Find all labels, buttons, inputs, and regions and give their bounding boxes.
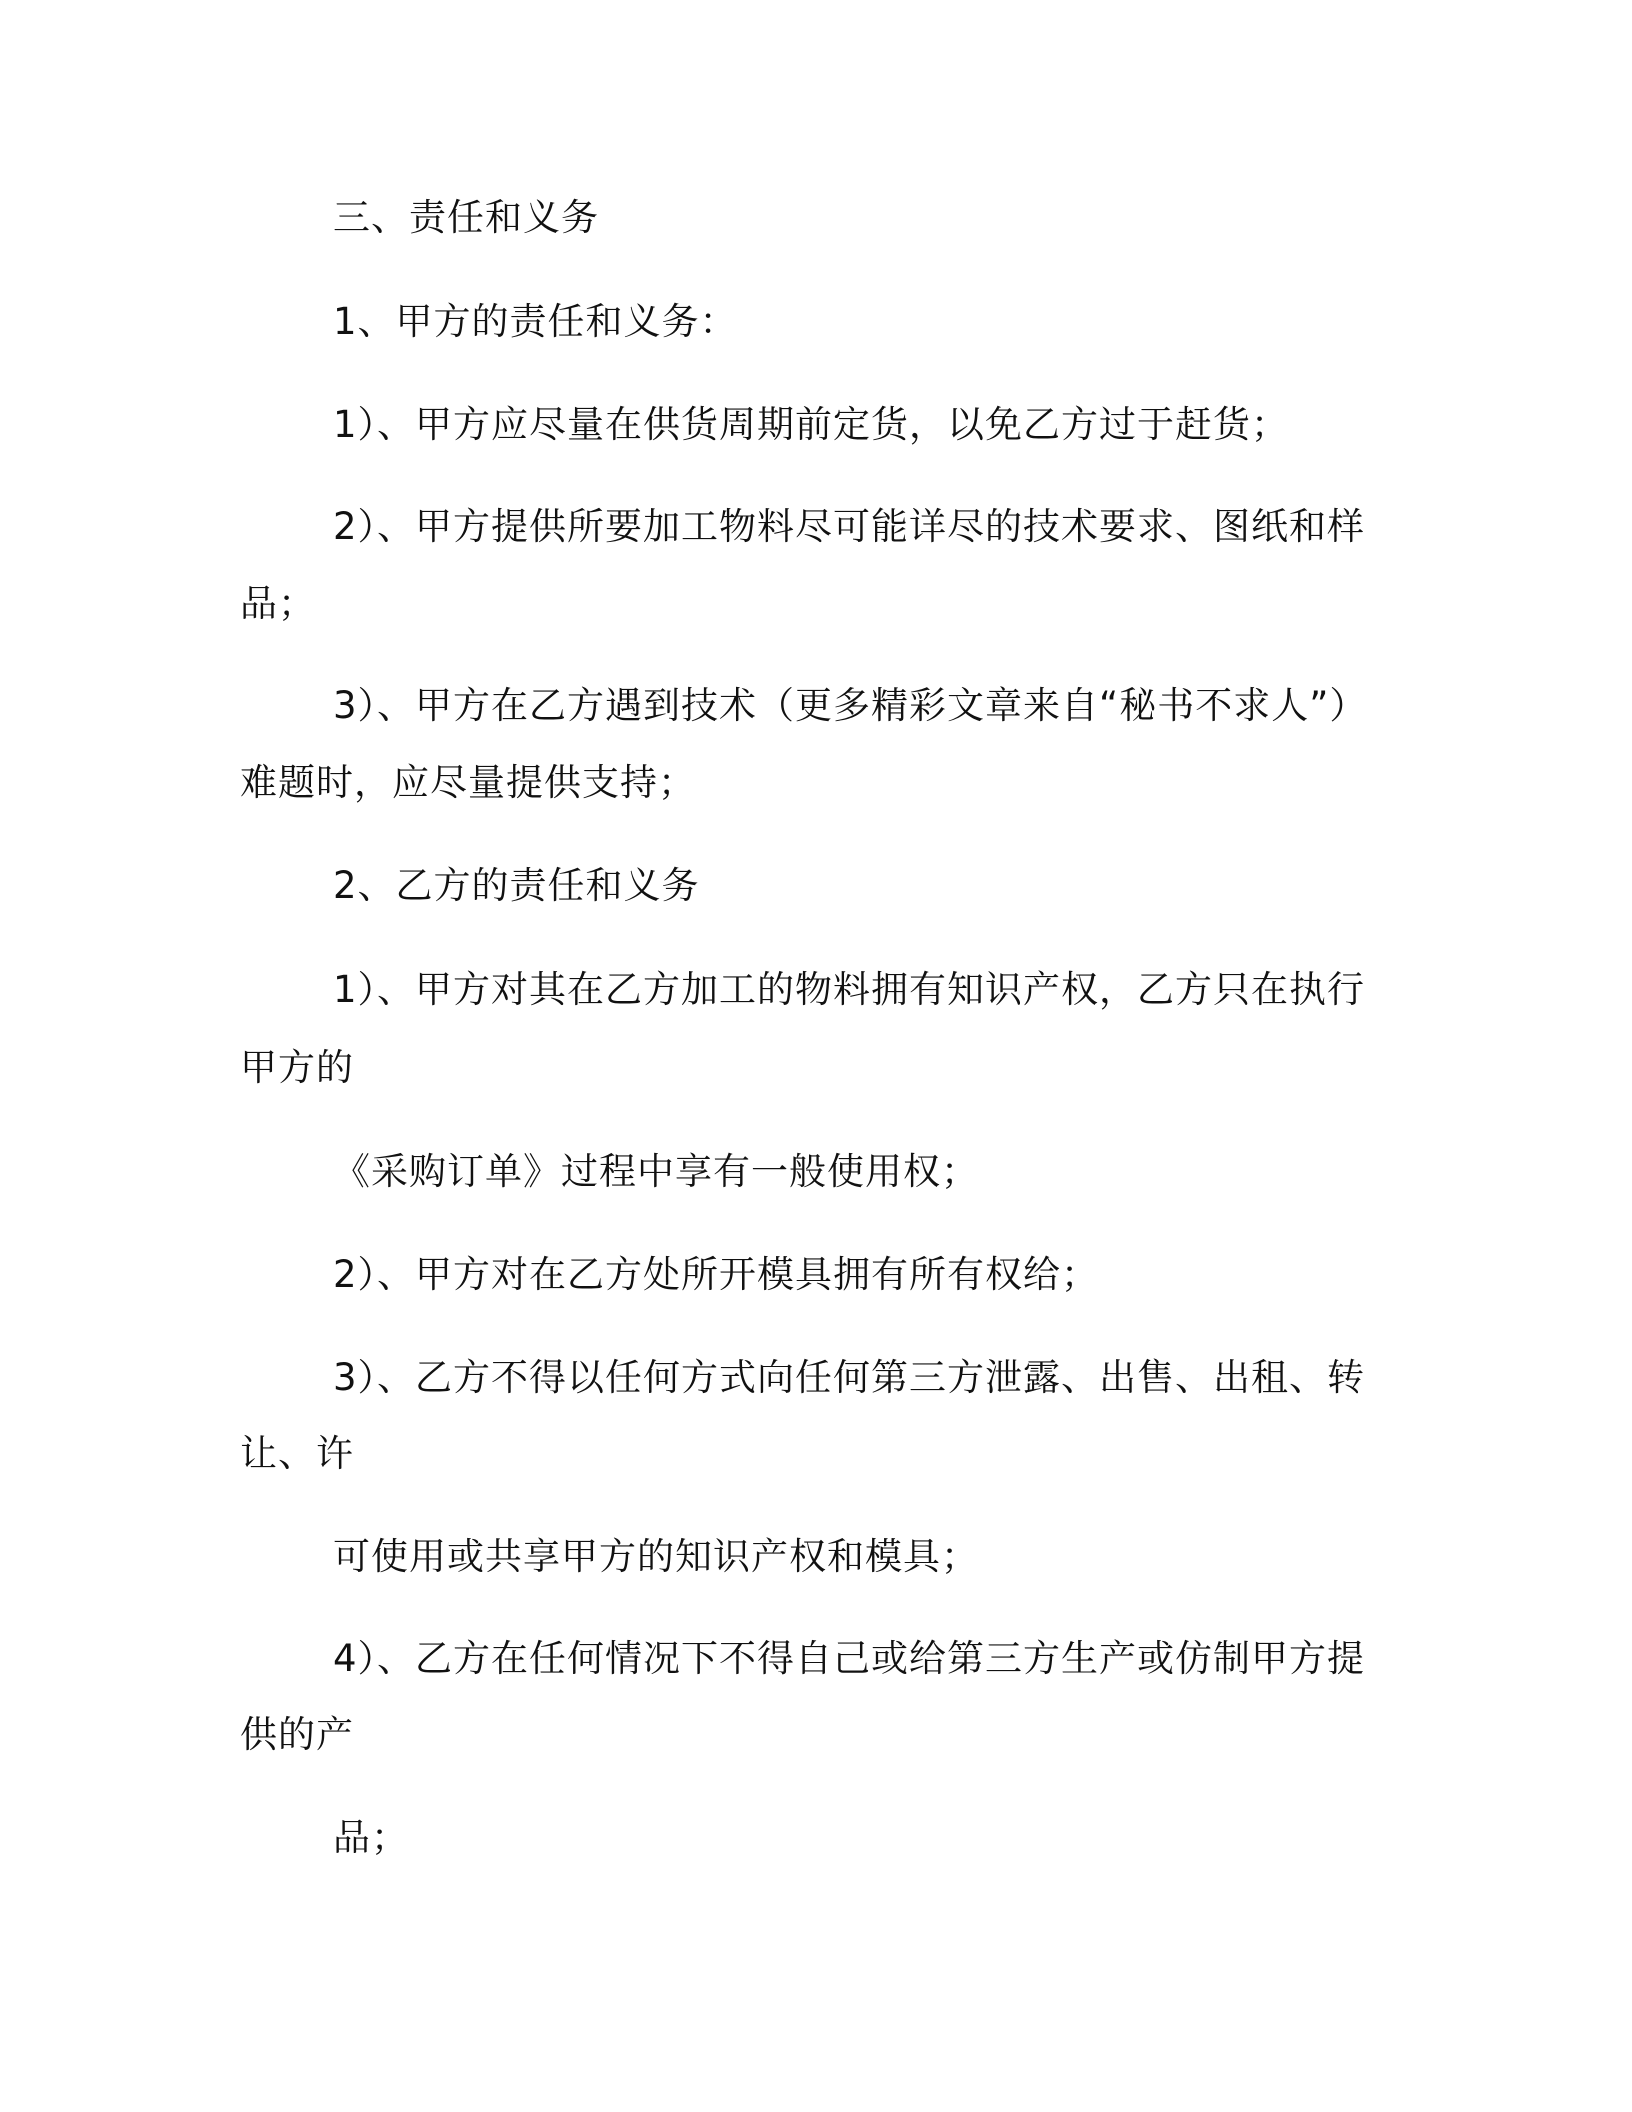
paragraph-line: 1）、甲方应尽量在供货周期前定货，以免乙方过于赶货； — [333, 403, 1290, 446]
paragraph-line: 甲方的 — [240, 1046, 354, 1089]
paragraph-line: 让、许 — [240, 1432, 354, 1475]
paragraph-line: 品； — [333, 1816, 409, 1859]
paragraph-line: 《采购订单》过程中享有一般使用权； — [333, 1150, 979, 1193]
paragraph-line: 2）、甲方对在乙方处所开模具拥有所有权给； — [333, 1253, 1100, 1296]
section-heading: 三、责任和义务 — [333, 196, 599, 239]
paragraph-line: 难题时，应尽量提供支持； — [240, 761, 696, 804]
paragraph-line: 品； — [240, 582, 316, 625]
paragraph-line: 1）、甲方对其在乙方加工的物料拥有知识产权，乙方只在执行 — [333, 968, 1366, 1011]
paragraph-line: 3）、乙方不得以任何方式向任何第三方泄露、出售、出租、转 — [333, 1356, 1366, 1399]
paragraph-line: 可使用或共享甲方的知识产权和模具； — [333, 1535, 979, 1578]
paragraph-line: 2）、甲方提供所要加工物料尽可能详尽的技术要求、图纸和样 — [333, 505, 1366, 548]
paragraph-line: 供的产 — [240, 1713, 354, 1756]
subsection-heading-party-b: 2、乙方的责任和义务 — [333, 864, 700, 907]
paragraph-line: 4）、乙方在任何情况下不得自己或给第三方生产或仿制甲方提 — [333, 1637, 1366, 1680]
subsection-heading-party-a: 1、甲方的责任和义务： — [333, 300, 738, 343]
paragraph-line: 3）、甲方在乙方遇到技术（更多精彩文章来自“秘书不求人”） — [333, 684, 1368, 727]
